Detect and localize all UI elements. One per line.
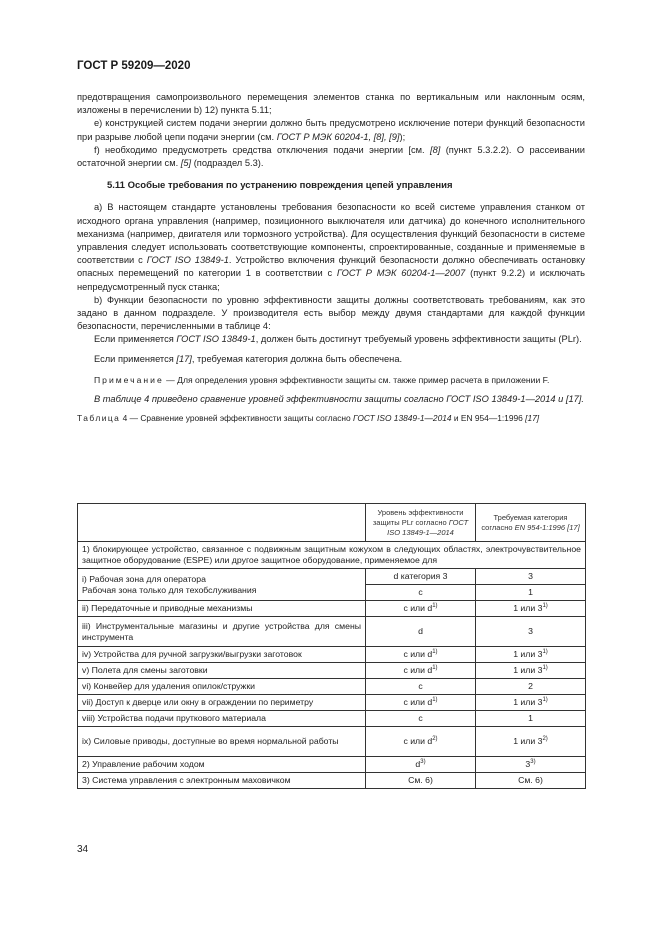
footnote-marker: 2) — [432, 736, 438, 742]
table-row — [78, 617, 586, 647]
paragraph-b: b) Функции безопасности по уровню эффективности защиты должны соответствовать требованиям, как это задано в данном подразделе. У производителя есть выбор между двумя стандартами для каждой функции безопасности, перечисленными в таблице 4: — [77, 294, 585, 332]
table-row — [78, 647, 586, 663]
table-cell-category: 1 или 3$^{1)}$ — [476, 647, 586, 663]
table-cell-desc: iv) Устройства для ручной загрузки/выгрузки заготовок — [78, 647, 366, 663]
group-row-cell: 1) блокирующее устройство, связанное с подвижным защитным кожухом в следующих областях, электрочувствительное защитное оборудование (ESPE) или другое защитное оборудование, применяемое для — [78, 542, 586, 569]
document-header: ГОСТ Р 59209—2020 — [77, 60, 191, 72]
table-cell-pl: d — [366, 617, 476, 647]
table-cell-pl: c или $d^{2)}$ — [366, 727, 476, 757]
table-cell-category: 3 — [476, 617, 586, 647]
table-cell-category: 2 — [476, 679, 586, 695]
footnote-marker: 2) — [542, 736, 548, 742]
paragraph-e: e) конструкцией систем подачи энергии должно быть предусмотрено исключение потери функций безопасности при разрыве любой цепи подачи энергии (см. ГОСТ Р МЭК 60204-1, [8], [9]); — [77, 118, 585, 142]
table-row — [78, 711, 586, 727]
table-cell-desc: vii) Доступ к дверце или окну в ограждении по периметру — [78, 695, 366, 711]
paragraph-if-iso: Если применяется ГОСТ ISO 13849-1, должен быть достигнут требуемый уровень эффективности защиты (PLr). — [94, 334, 582, 345]
header-cell-category: Требуемая категория согласно EN 954-1:1996 [17] — [476, 504, 586, 542]
paragraph: предотвращения самопроизвольного перемещения элементов станка по вертикальным или наклонным осям, изложены в перечислении b) 12) пункта 5.11; — [77, 92, 585, 116]
table-cell-desc: v) Полета для смены заготовки — [78, 663, 366, 679]
footnote-marker: 3) — [530, 759, 536, 765]
footnote-marker: 1) — [542, 697, 548, 703]
table-cell-desc: 2) Управление рабочим ходом — [78, 757, 366, 773]
footnote-marker: 1) — [542, 603, 548, 609]
section-title: 5.11 Особые требования по устранению повреждения цепей управления — [107, 180, 453, 192]
table-cell-pl: c — [366, 585, 476, 601]
body-text — [77, 91, 585, 425]
table-cell-desc: ix) Силовые приводы, доступные во время нормальной работы — [78, 727, 366, 757]
footnote-marker: 1) — [542, 665, 548, 671]
table-row — [78, 679, 586, 695]
paragraph-f: f) необходимо предусмотреть средства отключения подачи энергии [см. [8] (пункт 5.3.2.2). О рассеивании остаточной энергии см. [5] (подраздел 5.3). — [77, 144, 585, 169]
table-cell-pl: c или $d^{1)}$ — [366, 663, 476, 679]
footnote-marker: 3) — [420, 759, 426, 765]
table-cell-category: 1 — [476, 711, 586, 727]
table-cell-category: 1 или 3$^{2)}$ — [476, 727, 586, 757]
table-row — [78, 727, 586, 757]
paragraph-table-intro: В таблице 4 приведено сравнение уровней эффективности защиты согласно ГОСТ ISO 13849-1—2014 и [17]. — [94, 393, 584, 404]
table-cell-category: 1 или 3$^{1)}$ — [476, 695, 586, 711]
table-group-row — [78, 542, 586, 569]
header-cell-pl: Уровень эффективности защиты PLr согласно ГОСТ ISO 13849-1—2014 — [366, 504, 476, 542]
comparison-table-wrapper — [77, 503, 585, 789]
paragraph-if-en: Если применяется [17], требуемая категория должна быть обеспечена. — [94, 353, 403, 364]
table-cell-category: 3 — [476, 569, 586, 585]
table-row — [78, 601, 586, 617]
header-cell-empty — [78, 504, 366, 542]
table-row — [78, 757, 586, 773]
page-number: 34 — [77, 844, 89, 855]
table-cell-pl: c — [366, 711, 476, 727]
table-cell-pl: c или $d^{1)}$ — [366, 601, 476, 617]
table-cell-pl: c — [366, 679, 476, 695]
footnote-marker: 1) — [432, 649, 438, 655]
comparison-table — [77, 503, 586, 789]
footnote-marker: 1) — [432, 603, 438, 609]
table-row — [78, 695, 586, 711]
table-cell-pl: $d^{3)}$ — [366, 757, 476, 773]
table-header-row — [78, 504, 586, 542]
table-cell-desc: iii) Инструментальные магазины и другие устройства для смены инструмента — [78, 617, 366, 647]
table-row — [78, 663, 586, 679]
table-cell-category: 3$^{3)}$ — [476, 757, 586, 773]
table-row — [78, 773, 586, 789]
footnote-marker: 1) — [432, 665, 438, 671]
table-cell-pl: См. 6) — [366, 773, 476, 789]
table-cell-desc: i) Рабочая зона для оператора Рабочая зона только для техобслуживания — [78, 569, 366, 601]
table-cell-category: 1 — [476, 585, 586, 601]
table-cell-pl: c или $d^{1)}$ — [366, 695, 476, 711]
table-row — [78, 569, 586, 585]
table-cell-category: 1 или 3$^{1)}$ — [476, 663, 586, 679]
table-cell-desc: ii) Передаточные и приводные механизмы — [78, 601, 366, 617]
table-cell-category: 1 или 3$^{1)}$ — [476, 601, 586, 617]
footnote-marker: 1) — [432, 697, 438, 703]
note: Примечание — Для определения уровня эффективности защиты см. также пример расчета в приложении F. — [94, 374, 550, 385]
paragraph-a: a) В настоящем стандарте установлены требования безопасности ко всей системе управления станком от исходного органа управления (например, позиционного выключателя или датчика) до конечного исполнительного механизма (например, двигателя или тормозного устройства). Для осуществления функций безопасности в системе управления следует использовать соответствующие компоненты, спроектированные, созданные и применяемые в соответствии с ГОСТ ISO 13849-1. Устройство включения функций безопасности должно обеспечивать остановку опасных перемещений по категории 1 в соответствии с ГОСТ Р МЭК 60204-1—2007 (пункт 9.2.2) и исключать непредусмотренный пуск станка; — [77, 202, 585, 292]
table-cell-desc: viii) Устройства подачи пруткового материала — [78, 711, 366, 727]
table-caption: Таблица 4 — Сравнение уровней эффективности защиты согласно ГОСТ ISO 13849-1—2014 и EN 954—1:1996 [17] — [77, 413, 540, 424]
table-cell-category: См. 6) — [476, 773, 586, 789]
table-cell-desc: vi) Конвейер для удаления опилок/стружки — [78, 679, 366, 695]
footnote-marker: 1) — [542, 649, 548, 655]
table-cell-desc: 3) Система управления с электронным маховичком — [78, 773, 366, 789]
table-cell-pl: d категория 3 — [366, 569, 476, 585]
table-cell-pl: c или $d^{1)}$ — [366, 647, 476, 663]
